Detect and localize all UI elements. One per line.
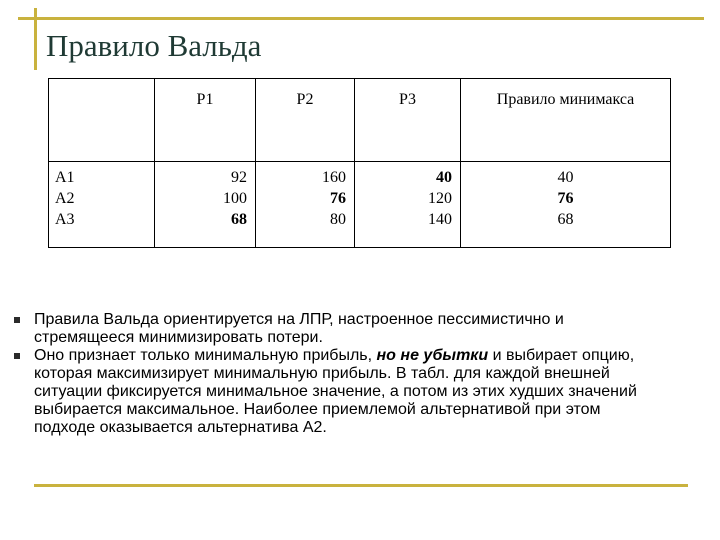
decorative-bottom-line — [34, 484, 688, 487]
wald-table — [48, 78, 671, 248]
header-cell-p1: P1 — [155, 79, 256, 162]
value-a3-minimax: 68 — [557, 211, 574, 228]
value-a1-minimax: 40 — [557, 169, 574, 186]
p1-values-cell — [155, 162, 256, 248]
table-body-row — [49, 162, 671, 248]
bullet-text-start: Оно признает только минимальную прибыль, — [34, 347, 377, 364]
value-a3-p2: 80 — [330, 211, 346, 228]
bullet-emphasis: но не убытки — [376, 347, 489, 364]
value-a3-p1: 68 — [231, 211, 247, 228]
header-cell-p3: P3 — [355, 79, 461, 162]
p3-values-cell — [355, 162, 461, 248]
value-a2-p2: 76 — [330, 190, 346, 207]
row-label-a1: A1 — [55, 169, 75, 186]
bullet-item — [14, 311, 654, 347]
value-a2-p1: 100 — [223, 190, 247, 207]
value-a3-p3: 140 — [428, 211, 452, 228]
decorative-top-line — [18, 17, 704, 20]
row-label-a2: A2 — [55, 190, 75, 207]
bullet-text-end: и выбирает опцию, которая максимизирует минимальную прибыль. В табл. для каждой внешней ситуации фиксируется минимальное значение, а потом из этих худших значений выбирается максимальное. Наиболее приемлемой альтернативой при этом подходе оказывается альтернатива А2. — [34, 347, 637, 436]
table-header-row — [49, 79, 671, 162]
square-bullet-icon — [14, 353, 20, 359]
value-a2-minimax: 76 — [557, 190, 574, 207]
bullet-list — [14, 311, 654, 437]
square-bullet-icon — [14, 317, 20, 323]
value-a1-p3: 40 — [436, 169, 452, 186]
row-label-a3: A3 — [55, 211, 75, 228]
slide-title: Правило Вальда — [46, 28, 262, 63]
value-a1-p1: 92 — [231, 169, 247, 186]
decorative-vertical-line — [34, 8, 37, 70]
row-labels-cell — [49, 162, 155, 248]
p2-values-cell — [256, 162, 355, 248]
header-cell-empty — [49, 79, 155, 162]
bullet-text: Правила Вальда ориентируется на ЛПР, настроенное пессимистично и стремящееся минимизировать потери. — [34, 311, 564, 346]
value-a2-p3: 120 — [428, 190, 452, 207]
value-a1-p2: 160 — [322, 169, 346, 186]
header-cell-minimax: Правило минимакса — [461, 79, 671, 162]
minimax-values-cell — [461, 162, 671, 248]
bullet-item — [14, 347, 654, 437]
header-cell-p2: P2 — [256, 79, 355, 162]
